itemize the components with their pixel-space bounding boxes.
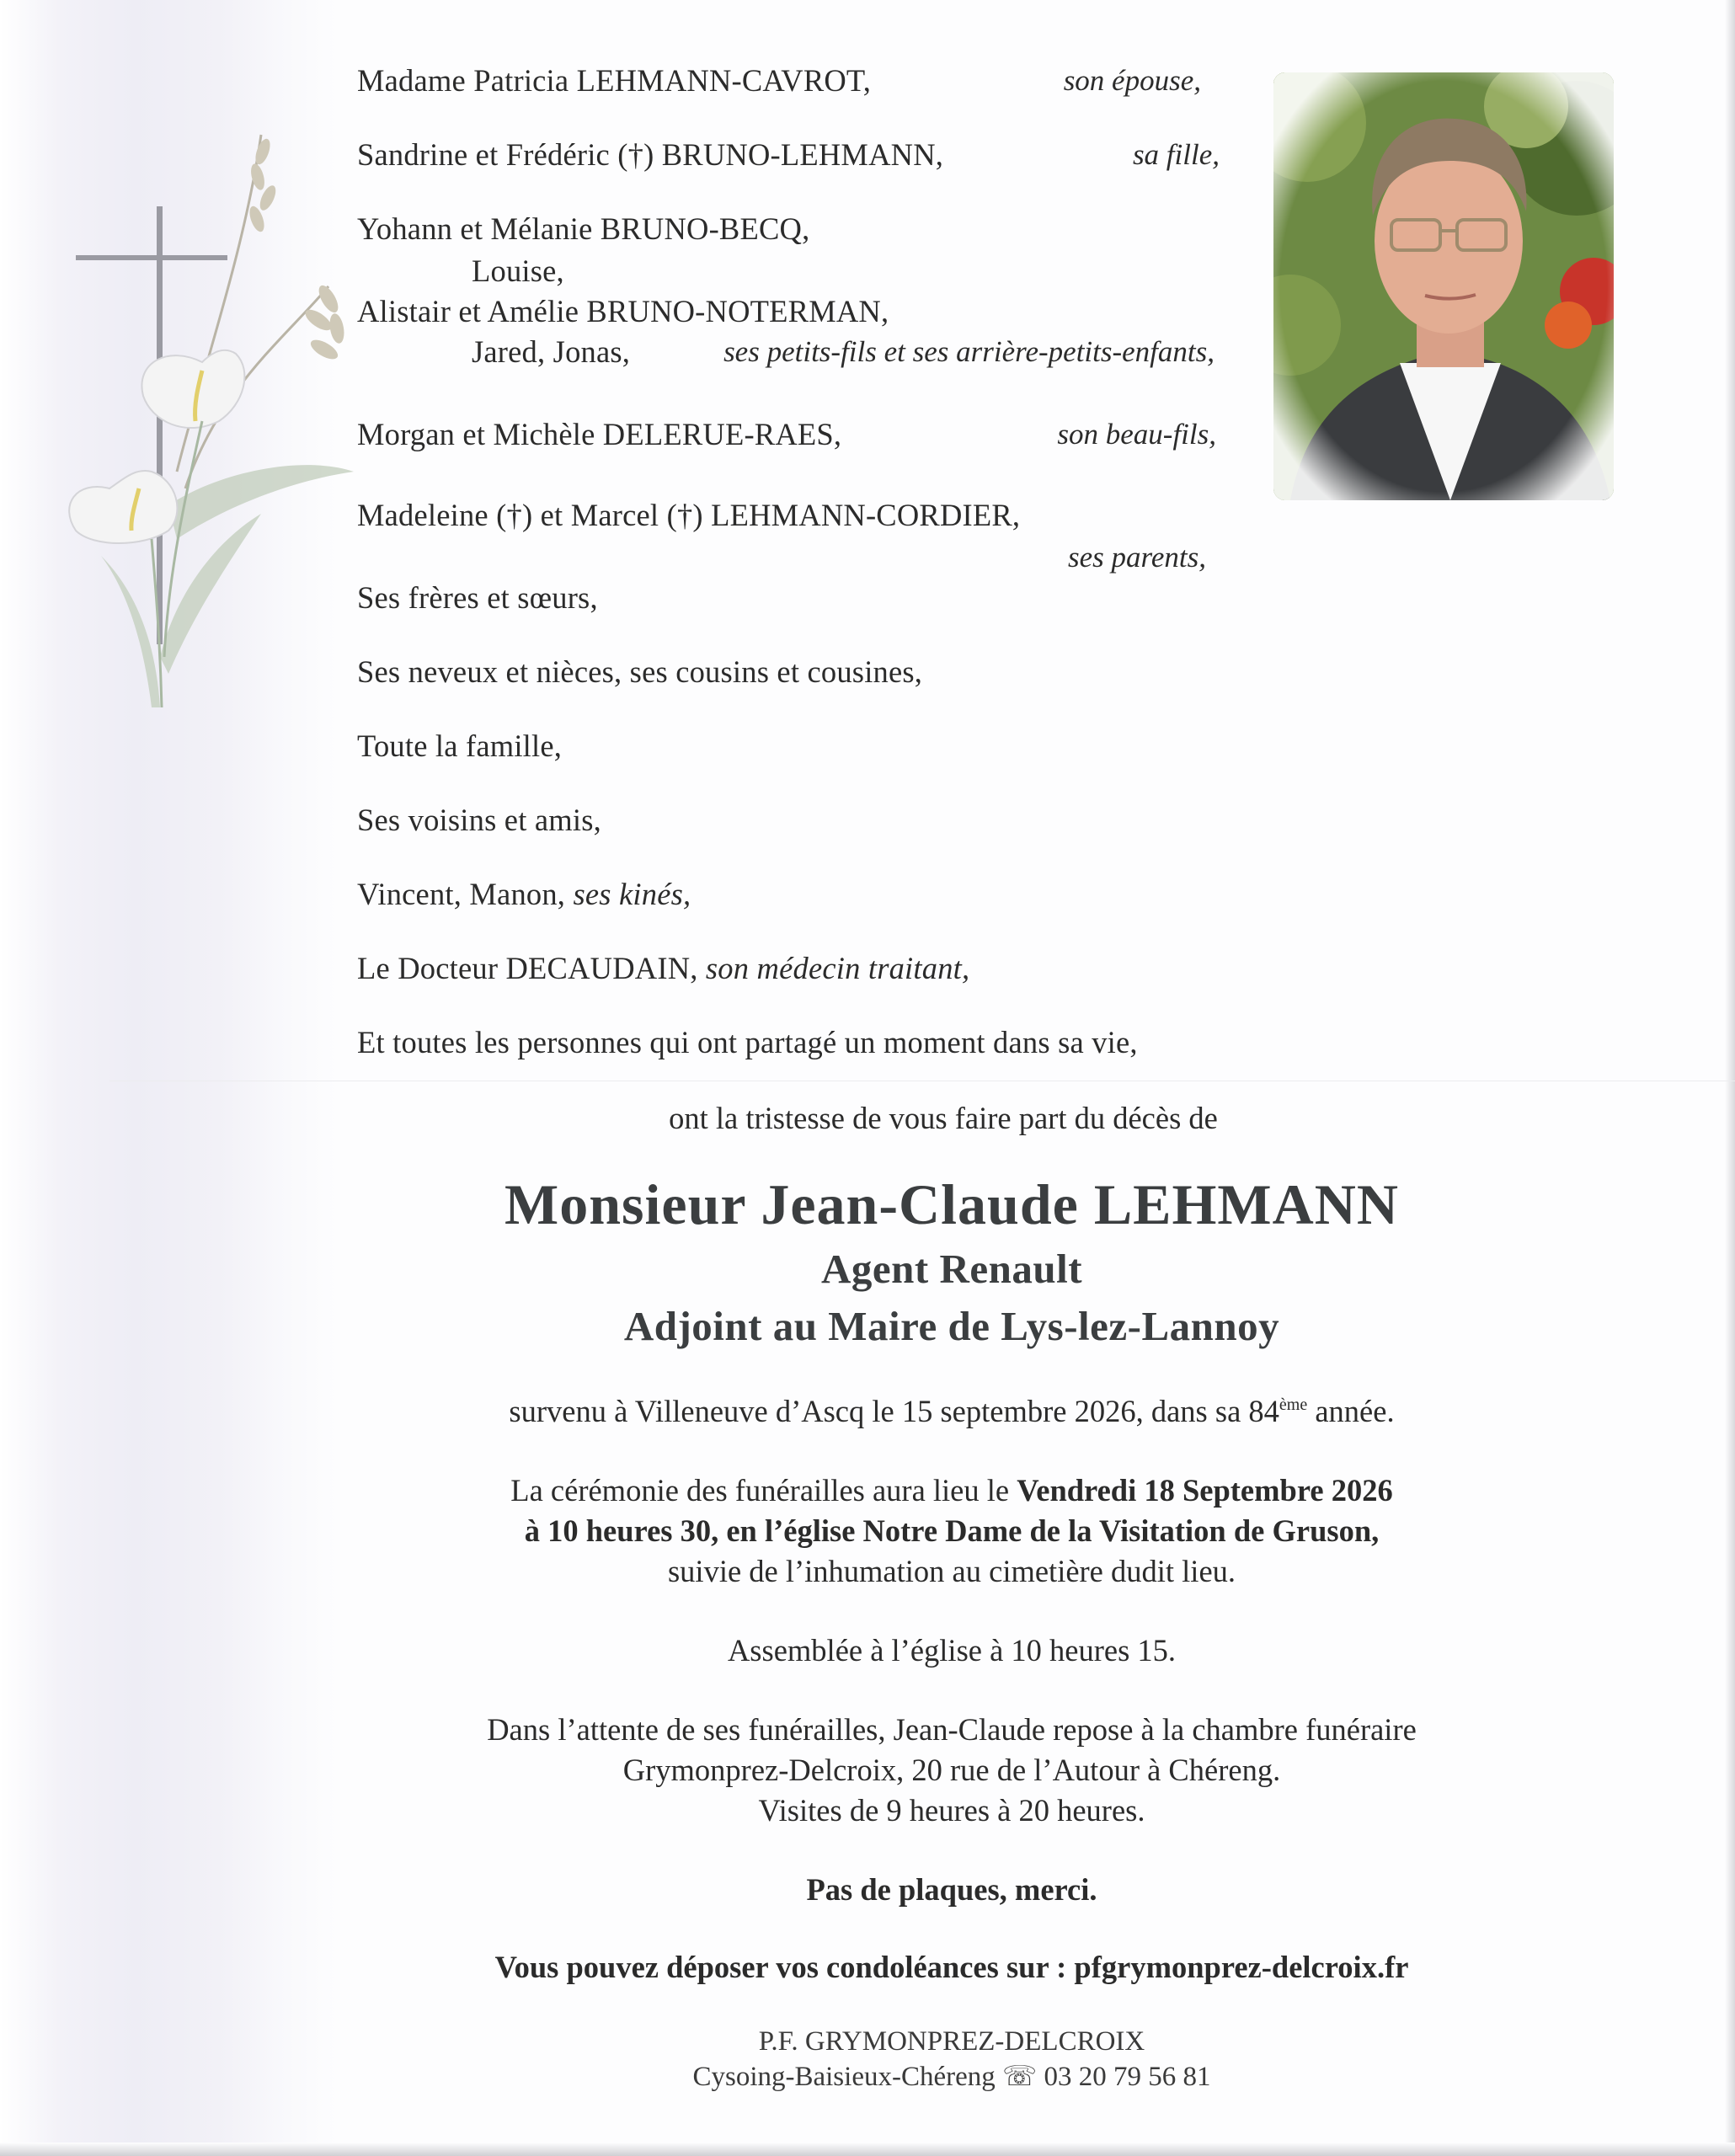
portrait-photo [1273, 72, 1614, 500]
family-line-4: Louise, [472, 253, 564, 288]
relation-medecin: son médecin traitant, [705, 951, 970, 985]
relation-parents: ses parents, [1068, 541, 1206, 574]
deceased-name: Monsieur Jean-Claude LEHMANN [504, 1172, 1399, 1236]
relation-petits-enfants: ses petits-fils et ses arrière-petits-enfants, [723, 335, 1214, 368]
no-plaques: Pas de plaques, merci. [806, 1872, 1097, 1907]
family-line-14: Le Docteur DECAUDAIN, son médecin traitant, [357, 951, 970, 985]
deceased-title-1: Agent Renault [820, 1246, 1083, 1292]
family-line-2: Sandrine et Frédéric (†) BRUNO-LEHMANN, [357, 137, 944, 172]
ceremony-line-3: suivie de l’inhumation au cimetière dudit lieu. [667, 1554, 1236, 1588]
ceremony-line-2: à 10 heures 30, en l’église Notre Dame de la Visitation de Gruson, [524, 1513, 1380, 1548]
relation-beau-fils: son beau-fils, [1057, 418, 1216, 451]
family-line-15: Et toutes les personnes qui ont partagé un moment dans sa vie, [357, 1025, 1138, 1059]
viewing-line-3: Visites de 9 heures à 20 heures. [758, 1793, 1145, 1828]
page-edge-shadow [1725, 0, 1735, 2156]
relation-epouse: son épouse, [1063, 64, 1201, 97]
family-line-13: Vincent, Manon, ses kinés, [357, 877, 691, 911]
cross-lily-decoration [51, 118, 354, 758]
assembly-time: Assemblée à l’église à 10 heures 15. [727, 1633, 1177, 1668]
relation-kines: ses kinés, [573, 877, 691, 911]
family-line-12: Ses voisins et amis, [357, 803, 601, 837]
viewing-line-1: Dans l’attente de ses funérailles, Jean-Claude repose à la chambre funéraire [487, 1712, 1417, 1747]
funeral-home-phone: 03 20 79 56 81 [1044, 2062, 1211, 2092]
family-line-8: Madeleine (†) et Marcel (†) LEHMANN-CORDIER, [357, 498, 1021, 532]
condolences-notice: Vous pouvez déposer vos condoléances sur : pfgrymonprez-delcroix.fr [494, 1950, 1409, 1984]
family-line-10: Ses neveux et nièces, ses cousins et cousines, [357, 654, 923, 689]
family-line-3: Yohann et Mélanie BRUNO-BECQ, [357, 211, 810, 246]
family-line-9: Ses frères et sœurs, [357, 580, 598, 615]
family-line-1: Madame Patricia LEHMANN-CAVROT, [357, 63, 872, 98]
funeral-home-contact [362, 2058, 1541, 2095]
viewing-line-2: Grymonprez-Delcroix, 20 rue de l’Autour à Chéreng. [622, 1753, 1281, 1787]
family-line-11: Toute la famille, [357, 728, 563, 763]
death-notice: survenu à Villeneuve d’Ascq le 15 septembre 2026, dans sa 84ème année. [509, 1394, 1395, 1428]
page-bottom-shadow [0, 2143, 1735, 2156]
funeral-home-name: P.F. GRYMONPREZ-DELCROIX [758, 2026, 1145, 2057]
funeral-home-locations: Cysoing-Baisieux-Chéreng [692, 2062, 996, 2092]
announcement: ont la tristesse de vous faire part du décès de [669, 1101, 1218, 1135]
deceased-title-2: Adjoint au Maire de Lys-lez-Lannoy [623, 1303, 1280, 1349]
family-line-6: Jared, Jonas, [472, 334, 631, 369]
ceremony-line-1: La cérémonie des funérailles aura lieu le Vendredi 18 Septembre 2026 [510, 1473, 1393, 1508]
family-line-7: Morgan et Michèle DELERUE-RAES, [357, 417, 842, 451]
relation-fille: sa fille, [1132, 138, 1220, 171]
family-line-5: Alistair et Amélie BRUNO-NOTERMAN, [357, 294, 889, 328]
phone-icon: ☏ [1002, 2062, 1038, 2092]
wheat-ear-icon [247, 137, 346, 363]
